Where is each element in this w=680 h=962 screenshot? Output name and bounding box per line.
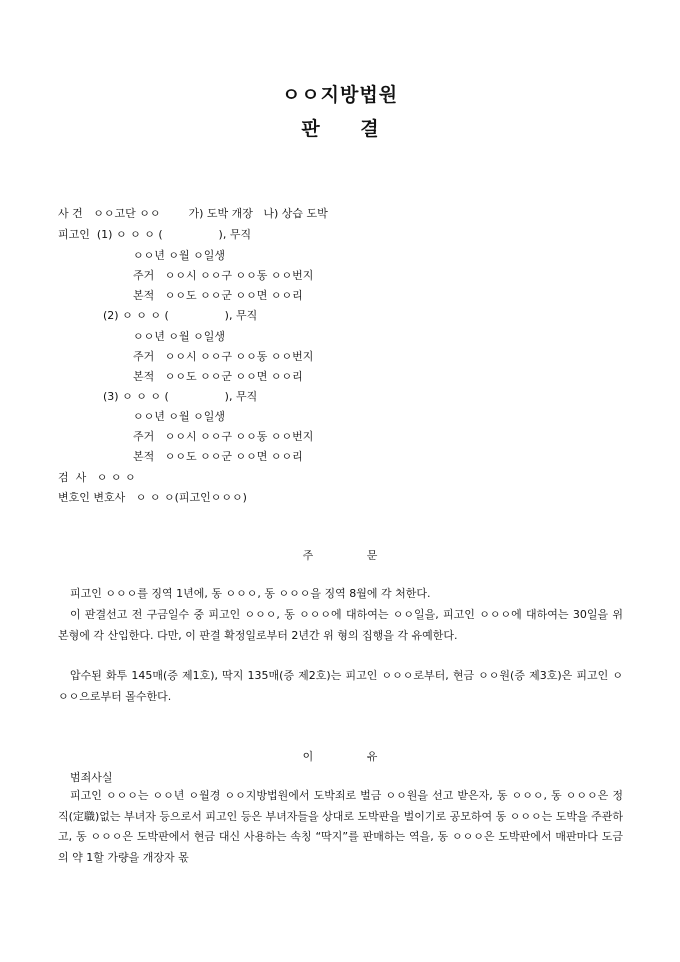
defendant-1-birth: ㅇㅇ년 ㅇ월 ㅇ일생 (133, 249, 226, 262)
reason-subtitle: 범죄사실 (70, 771, 113, 784)
prosecutor-line: 검 사 ㅇ ㅇ ㅇ (58, 471, 136, 484)
defendant-2-domicile: 본적 ㅇㅇ도 ㅇㅇ군 ㅇㅇ면 ㅇㅇ리 (133, 370, 303, 383)
defendant-3-domicile: 본적 ㅇㅇ도 ㅇㅇ군 ㅇㅇ면 ㅇㅇ리 (133, 450, 303, 463)
order-title: 주 문 (302, 549, 378, 562)
defendant-1-line: 피고인 (1) ㅇ ㅇ ㅇ ( ), 무직 (58, 228, 252, 241)
order-paragraph-3: 압수된 화투 145매(증 제1호), 딱지 135매(증 제2호)는 피고인 ㅇㅇㅇ로부터, 현금 ㅇㅇ원(증 제3호)은 피고인 ㅇㅇㅇ으로부터 몰수한다. (58, 669, 623, 703)
defendant-2-line: (2) ㅇ ㅇ ㅇ ( ), 무직 (103, 309, 258, 322)
defendant-1-address: 주거 ㅇㅇ시 ㅇㅇ구 ㅇㅇ동 ㅇㅇ번지 (133, 269, 314, 282)
order-paragraph-1: 피고인 ㅇㅇㅇ를 징역 1년에, 동 ㅇㅇㅇ, 동 ㅇㅇㅇ을 징역 8월에 각 처한다. (70, 587, 431, 600)
reason-title: 이 유 (302, 750, 378, 763)
case-line: 사 건 ㅇㅇ고단 ㅇㅇ 가) 도박 개장 나) 상습 도박 (58, 207, 328, 220)
defendant-3-address: 주거 ㅇㅇ시 ㅇㅇ구 ㅇㅇ동 ㅇㅇ번지 (133, 430, 314, 443)
reason-paragraph-1: 피고인 ㅇㅇㅇ는 ㅇㅇ년 ㅇ월경 ㅇㅇ지방법원에서 도박죄로 벌금 ㅇㅇ원을 선고 받은자, 동 ㅇㅇㅇ, 동 ㅇㅇㅇ은 정직(定職)없는 부녀자 등으로서 피고인 등은 부녀자들을 상대로 도박판을 벌이기로 공모하여 동 ㅇㅇㅇ는 도박을 주관하고, 동 ㅇㅇㅇ은 도박판에서 현금 대신 사용하는 속칭 “딱지”를 판매하는 역을, 동 ㅇㅇㅇ은 도박판에서 매판마다 도금의 약 1할 가량을 개장자 몫 (58, 789, 623, 864)
order-paragraph-2: 이 판결선고 전 구금일수 중 피고인 ㅇㅇㅇ, 동 ㅇㅇㅇ에 대하여는 ㅇㅇ일을, 피고인 ㅇㅇㅇ에 대하여는 30일을 위 본형에 각 산입한다. 다만, 이 판결 확정일로부터 2년간 위 형의 집행을 각 유예한다. (58, 608, 623, 642)
defense-counsel-line: 변호인 변호사 ㅇ ㅇ ㅇ(피고인ㅇㅇㅇ) (58, 491, 247, 504)
defendant-3-line: (3) ㅇ ㅇ ㅇ ( ), 무직 (103, 390, 258, 403)
defendant-2-birth: ㅇㅇ년 ㅇ월 ㅇ일생 (133, 330, 226, 343)
defendant-1-domicile: 본적 ㅇㅇ도 ㅇㅇ군 ㅇㅇ면 ㅇㅇ리 (133, 289, 303, 302)
document-title: 판 결 (301, 118, 379, 140)
defendant-3-birth: ㅇㅇ년 ㅇ월 ㅇ일생 (133, 410, 226, 423)
defendant-2-address: 주거 ㅇㅇ시 ㅇㅇ구 ㅇㅇ동 ㅇㅇ번지 (133, 350, 314, 363)
court-name: ㅇㅇ지방법원 (281, 84, 399, 106)
